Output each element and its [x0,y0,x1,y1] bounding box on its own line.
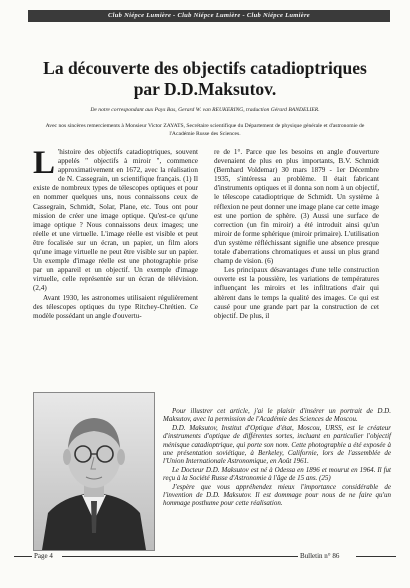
photo-caption [163,407,391,508]
left-paragraph-2: Avant 1930, les astronomes utilisaient régulièrement des télescopes optiques du type Ritchey-Chrétien. Ce modèle possédant un angle d'ouvertu- [33,293,198,320]
right-paragraph-1: re de 1°. Parce que les besoins en angle d'ouverture devenaient de plus en plus importants, B.V. Schmidt (Bernhard Voldemar) 30 mars 1879 - 1er Décembre 1935, s'intéressa au problème. Il était fabricant d'instruments optiques et il donna son nom à un objectif, le télescope catadioptrique de Schmidt. Un système à réflexion ne peut donner une image plane car cette image est une portion de sphère. (3) Aussi une surface de correction (un fin miroir) a été introduit ainsi qu'un miroir de forme sphérique (miroir primaire). L'utilisation d'un système réfléchissant signifie une absence presque totale d'aberrations chromatiques et aussi un plus grand champ de vision. (6) [214,148,379,266]
page-number: Page 4 [34,552,53,560]
right-paragraph-2: Les principaux désavantages d'une telle construction ouverte est la poussière, les variations de températures influençant les miroirs et les infiltrations d'air qui altèrent dans le temps la qualité des images. Ce qui est causé pour une grande part par la construction de cet objectif. De plus, il [214,266,379,320]
footer-rule-right [356,556,396,557]
left-paragraph-1-text: 'histoire des objectifs catadioptriques, souvent appelés " objectifs à miroir ", commence approximativement en 1672, avec la réalisation de N. Cassegrain, un scientifique français. (1) Il existe de nombreux types de télescopes optiques et pour en nommer quelques uns, nous connaissons ceux de Cassegrain, Schmidt, Solar, Plane, etc. Tous ont pour mission de créer une image optique. Qu'est-ce qu'une image optique ? Nous connaissons deux images; une réelle et une virtuelle. L'image réelle est visible et peut être focalisée sur un écran, un papier, un film alors qu'une image virtuelle ne peut être visible sur un papier. Un exemple d'image réelle est une photographie prise par un appareil et un objectif. Un exemple d'image virtuelle, celle représentée sur un écran de télévision. (2,4) [33,148,198,293]
bulletin-number: Bulletin n° 86 [300,552,340,560]
caption-paragraph-4: J'espère que vous appréhendez mieux l'importance considérable de l'invention de D.D. Maksutov. Il est dommage pour nous de ne faire qu'un hommage posthume pour cette réalisation. [163,482,391,508]
title-line-2: par D.D.Maksutov. [133,79,277,99]
caption-paragraph-2: D.D. Maksutov, Institut d'Optique d'état, Moscou, URSS, est le créateur d'instruments d'optique de différentes sortes, incluant en particulier l'objectif ménisque catadioptrique, qui porte son nom. Cette photographie a été exposée à une présentation soviétique, à Berkeley, Californie, lors de l'assemblée de l'Union Internationale Astronomique, en Août 1961. [163,423,391,466]
portrait-photo [33,392,155,551]
caption-paragraph-1: Pour illustrer cet article, j'ai le plaisir d'insérer un portrait de D.D. Maksutov, avec la permission de l'Académie des Sciences de Moscou. [163,407,391,424]
article-title [20,58,390,100]
left-paragraph-1 [33,145,198,294]
footer-rule-middle [62,556,298,557]
club-banner: Club Niépce Lumière - Club Niépce Lumière - Club Niépce Lumière [28,10,390,22]
title-line-1: La découverte des objectifs catadioptriques [43,58,367,78]
drop-cap: L [33,145,56,181]
caption-paragraph-3: Le Docteur D.D. Maksutov est né à Odessa en 1896 et mourut en 1964. Il fut reçu à la Société Russe d'Astronomie à l'âge de 15 ans. (25) [163,465,391,483]
right-column [214,148,379,321]
acknowledgement: Avec nos sincères remerciements à Monsieur Victor ZAYATS, Secrétaire scientifique du Département de physique générale et d'astronomie de l'Académie Russe des Sciences. [45,123,365,137]
left-column [33,145,198,321]
byline: De notre correspondant aux Pays Bas, Gerard W. van REUKERING, traduction Gérard BANDELIER. [90,107,320,113]
footer-rule-left [14,556,32,557]
